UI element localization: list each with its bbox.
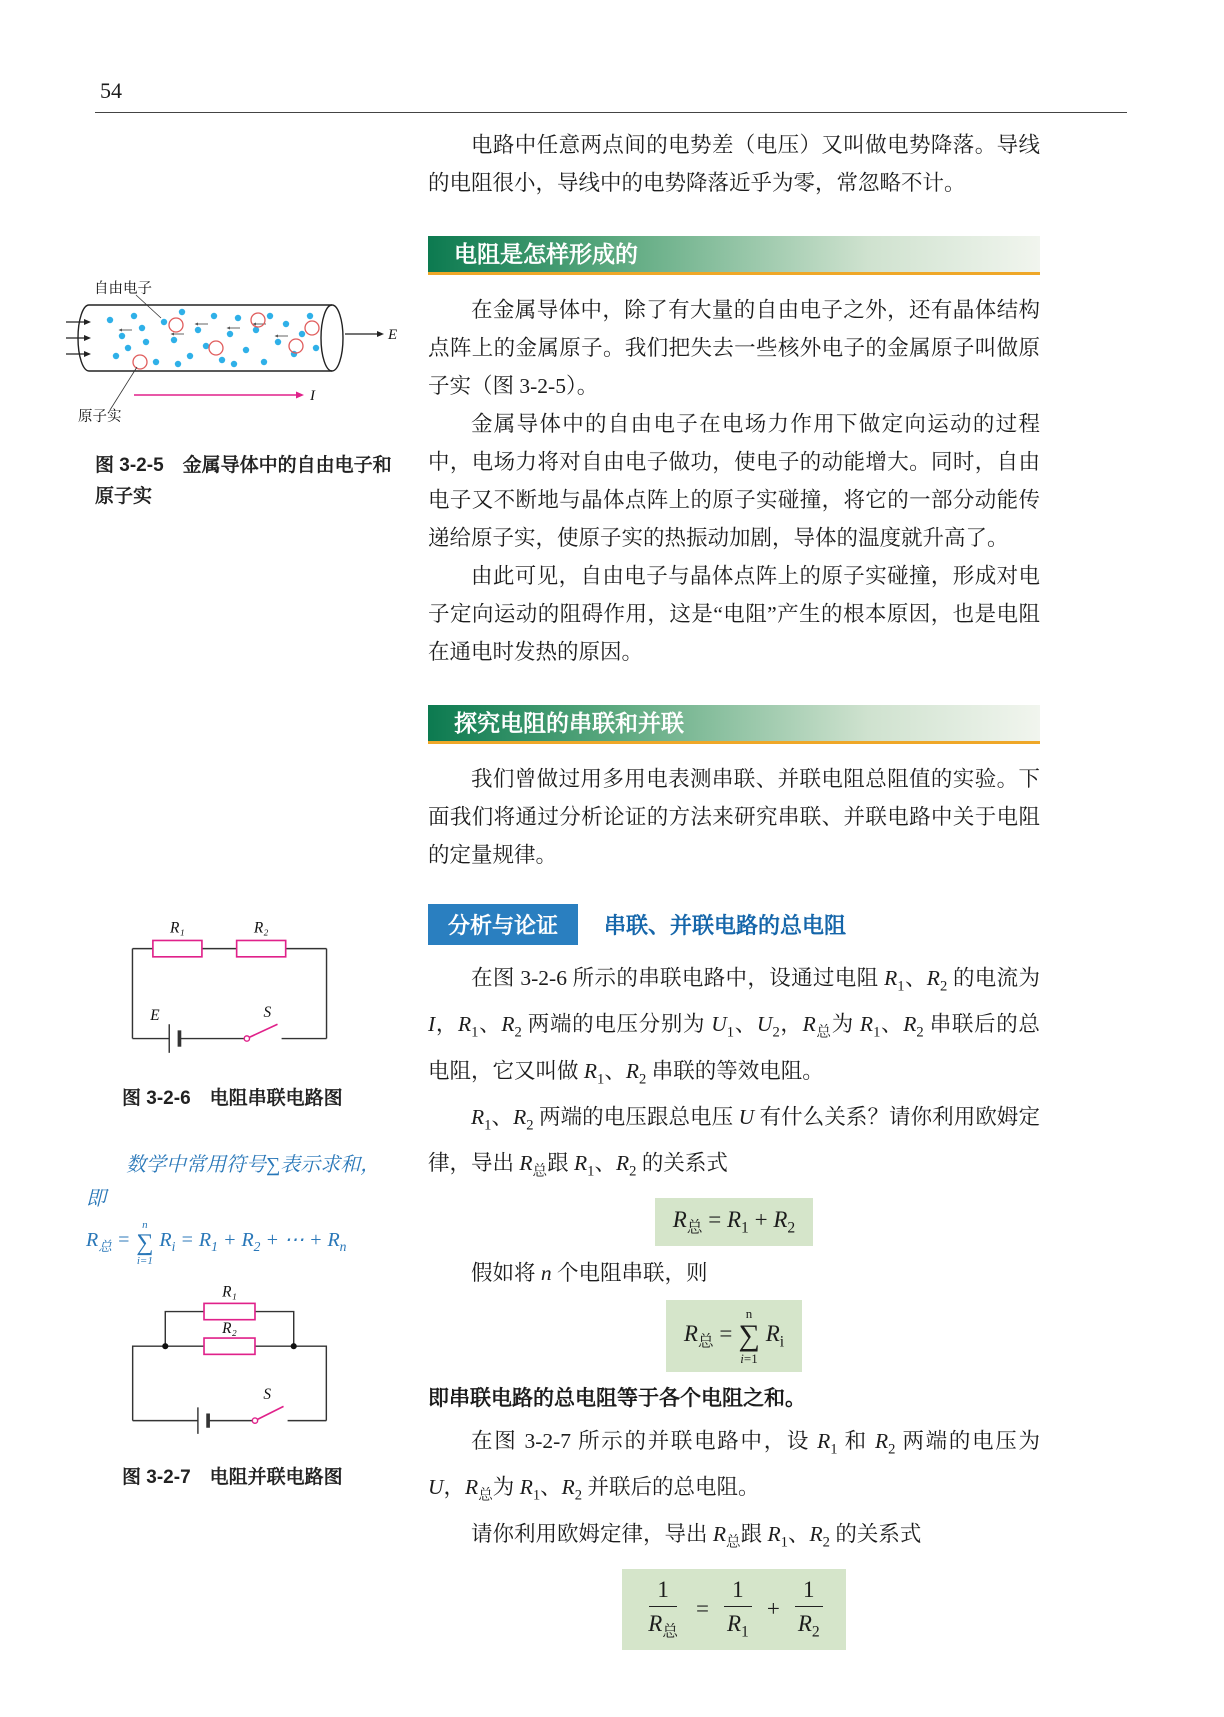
margin-note-line2: 即 <box>86 1188 106 1210</box>
resistor-r2-label: R₂ <box>222 1319 237 1337</box>
paragraph: 在图 3-2-6 所示的串联电路中，设通过电阻 $R_1$、$R_2$ 的电流为 I，$R_1$、$R_2$ 两端的电压分别为 $U_1$、$U_2$，$R_总$为 $R_1$、$R_2$ 串联后的总电阻，它又叫做 $R_1$、$R_2$ 串联的等效电阻。 <box>428 966 1040 1087</box>
electron-dots <box>107 309 319 367</box>
fraction: $\frac{1}{R_1}$ <box>719 1576 757 1643</box>
switch-symbol <box>252 1406 283 1423</box>
formula-series-total: $R_总 = R_1 + R_2$ <box>655 1198 813 1246</box>
paragraph: 我们曾做过用多用电表测串联、并联电阻总阻值的实验。下面我们将通过分析论证的方法来研究串联、并联电路中关于电阻的定量规律。 <box>428 767 1040 867</box>
main-column <box>428 126 1040 1658</box>
field-arrow-E <box>345 327 397 343</box>
figure-3-2-6 <box>112 918 347 1061</box>
figure-3-2-5-caption: 图 3-2-5 金属导体中的自由电子和原子实 <box>95 455 392 507</box>
resistor-r1 <box>204 1303 255 1319</box>
free-electron-leader-line <box>136 295 161 318</box>
paragraph: 由此可见，自由电子与晶体点阵上的原子实碰撞，形成对电子定向运动的阻碍作用，这是“电阻”产生的根本原因，也是电阻在通电时发热的原因。 <box>428 564 1040 664</box>
resistor-r2 <box>237 940 286 956</box>
formula-parallel-total: $\frac{1}{R_总}$ = $\frac{1}{R_1}$ + $\frac{1}{R_2}$ <box>622 1569 845 1650</box>
paragraph: 金属导体中的自由电子在电场力作用下做定向运动的过程中，电场力将对自由电子做功，使电子的动能增大。同时，自由电子又不断地与晶体点阵上的原子实碰撞，将它的一部分动能传递给原子实，使原子实的热振动加剧，导体的温度就升高了。 <box>428 412 1040 550</box>
paragraph: 在图 3-2-7 所示的并联电路中，设 $R_1$ 和 $R_2$ 两端的电压为 U，$R_总$为 $R_1$、$R_2$ 并联后的总电阻。 <box>428 1428 1040 1504</box>
analysis-title: 串联、并联电路的总电阻 <box>604 913 847 938</box>
top-rule <box>95 112 1127 113</box>
battery-label-E: E <box>150 1007 160 1025</box>
conductor-tube <box>78 305 343 371</box>
circuit-wires <box>132 949 326 1039</box>
current-label-I: I <box>310 388 315 404</box>
figure-3-2-7 <box>112 1283 347 1441</box>
margin-note-formula <box>86 1220 416 1267</box>
page-number: 54 <box>100 78 122 103</box>
mn-formula-left: $R_总$ = <box>86 1229 131 1255</box>
figure-3-2-6-caption: 图 3-2-6 电阻串联电路图 <box>122 1088 343 1109</box>
junction-node-right <box>291 1343 297 1349</box>
sigma-symbol: n ∑ i=1 <box>136 1219 154 1268</box>
atom-core-leader-line <box>110 367 137 410</box>
resistor-r1 <box>153 940 202 956</box>
section-header-series-parallel <box>428 705 1040 744</box>
mn-formula-right: $R_i = R_1 + R_2$ + ⋯ + $R_n$ <box>159 1229 347 1255</box>
current-arrow-I <box>134 388 316 404</box>
paragraph: $R_1$、$R_2$ 两端的电压跟总电压 U 有什么关系？请你利用欧姆定律，导出 $R_总$跟 $R_1$、$R_2$ 的关系式 <box>428 1104 1040 1180</box>
analysis-subheader <box>428 904 1040 945</box>
resistor-r1-label: R₁ <box>170 919 185 937</box>
formula-series-sum: $R_总$ = n ∑ i=1 $R_i$ <box>666 1300 802 1372</box>
paragraph: 请你利用欧姆定律，导出 $R_总$跟 $R_1$、$R_2$ 的关系式 <box>471 1521 922 1550</box>
switch-label-S: S <box>263 1386 272 1404</box>
resistor-r2-label: R₂ <box>253 919 269 937</box>
section-title: 电阻是怎样形成的 <box>454 241 638 267</box>
sigma-symbol: n ∑ i=1 <box>738 1306 760 1366</box>
figure-3-2-5 <box>64 278 404 428</box>
section-title: 探究电阻的串联和并联 <box>454 710 684 736</box>
margin-note <box>86 1148 416 1267</box>
free-electron-label: 自由电子 <box>94 281 152 297</box>
junction-node-left <box>162 1343 168 1349</box>
switch-symbol <box>244 1024 277 1041</box>
paragraph: 在金属导体中，除了有大量的自由电子之外，还有晶体结构点阵上的金属原子。我们把失去一些核外电子的金属原子叫做原子实（图 3-2-5）。 <box>428 298 1040 398</box>
figure-3-2-7-caption: 图 3-2-7 电阻并联电路图 <box>122 1467 343 1488</box>
conductor-diagram <box>64 278 404 428</box>
field-label-E: E <box>388 327 398 343</box>
parallel-circuit-diagram <box>112 1283 347 1441</box>
series-conclusion: 即串联电路的总电阻等于各个电阻之和。 <box>428 1386 806 1410</box>
fraction: $\frac{1}{R_2}$ <box>790 1576 828 1643</box>
series-circuit-diagram <box>112 918 347 1061</box>
paragraph: 假如将 n 个电阻串联，则 <box>471 1261 708 1286</box>
battery-symbol <box>169 1024 179 1053</box>
resistor-r1-label: R₁ <box>222 1283 237 1301</box>
fraction: $\frac{1}{R_总}$ <box>648 1576 678 1641</box>
section-header-resistance-formation <box>428 236 1040 275</box>
analysis-badge: 分析与论证 <box>428 904 578 945</box>
margin-note-line1: 数学中常用符号∑表示求和， <box>126 1154 381 1176</box>
intro-paragraph: 电路中任意两点间的电势差（电压）又叫做电势降落。导线的电阻很小，导线中的电势降落近乎为零，常忽略不计。 <box>428 133 1040 195</box>
resistor-r2 <box>204 1338 255 1354</box>
atom-core-label: 原子实 <box>78 409 122 425</box>
switch-label-S: S <box>263 1004 272 1022</box>
battery-symbol <box>198 1407 208 1434</box>
